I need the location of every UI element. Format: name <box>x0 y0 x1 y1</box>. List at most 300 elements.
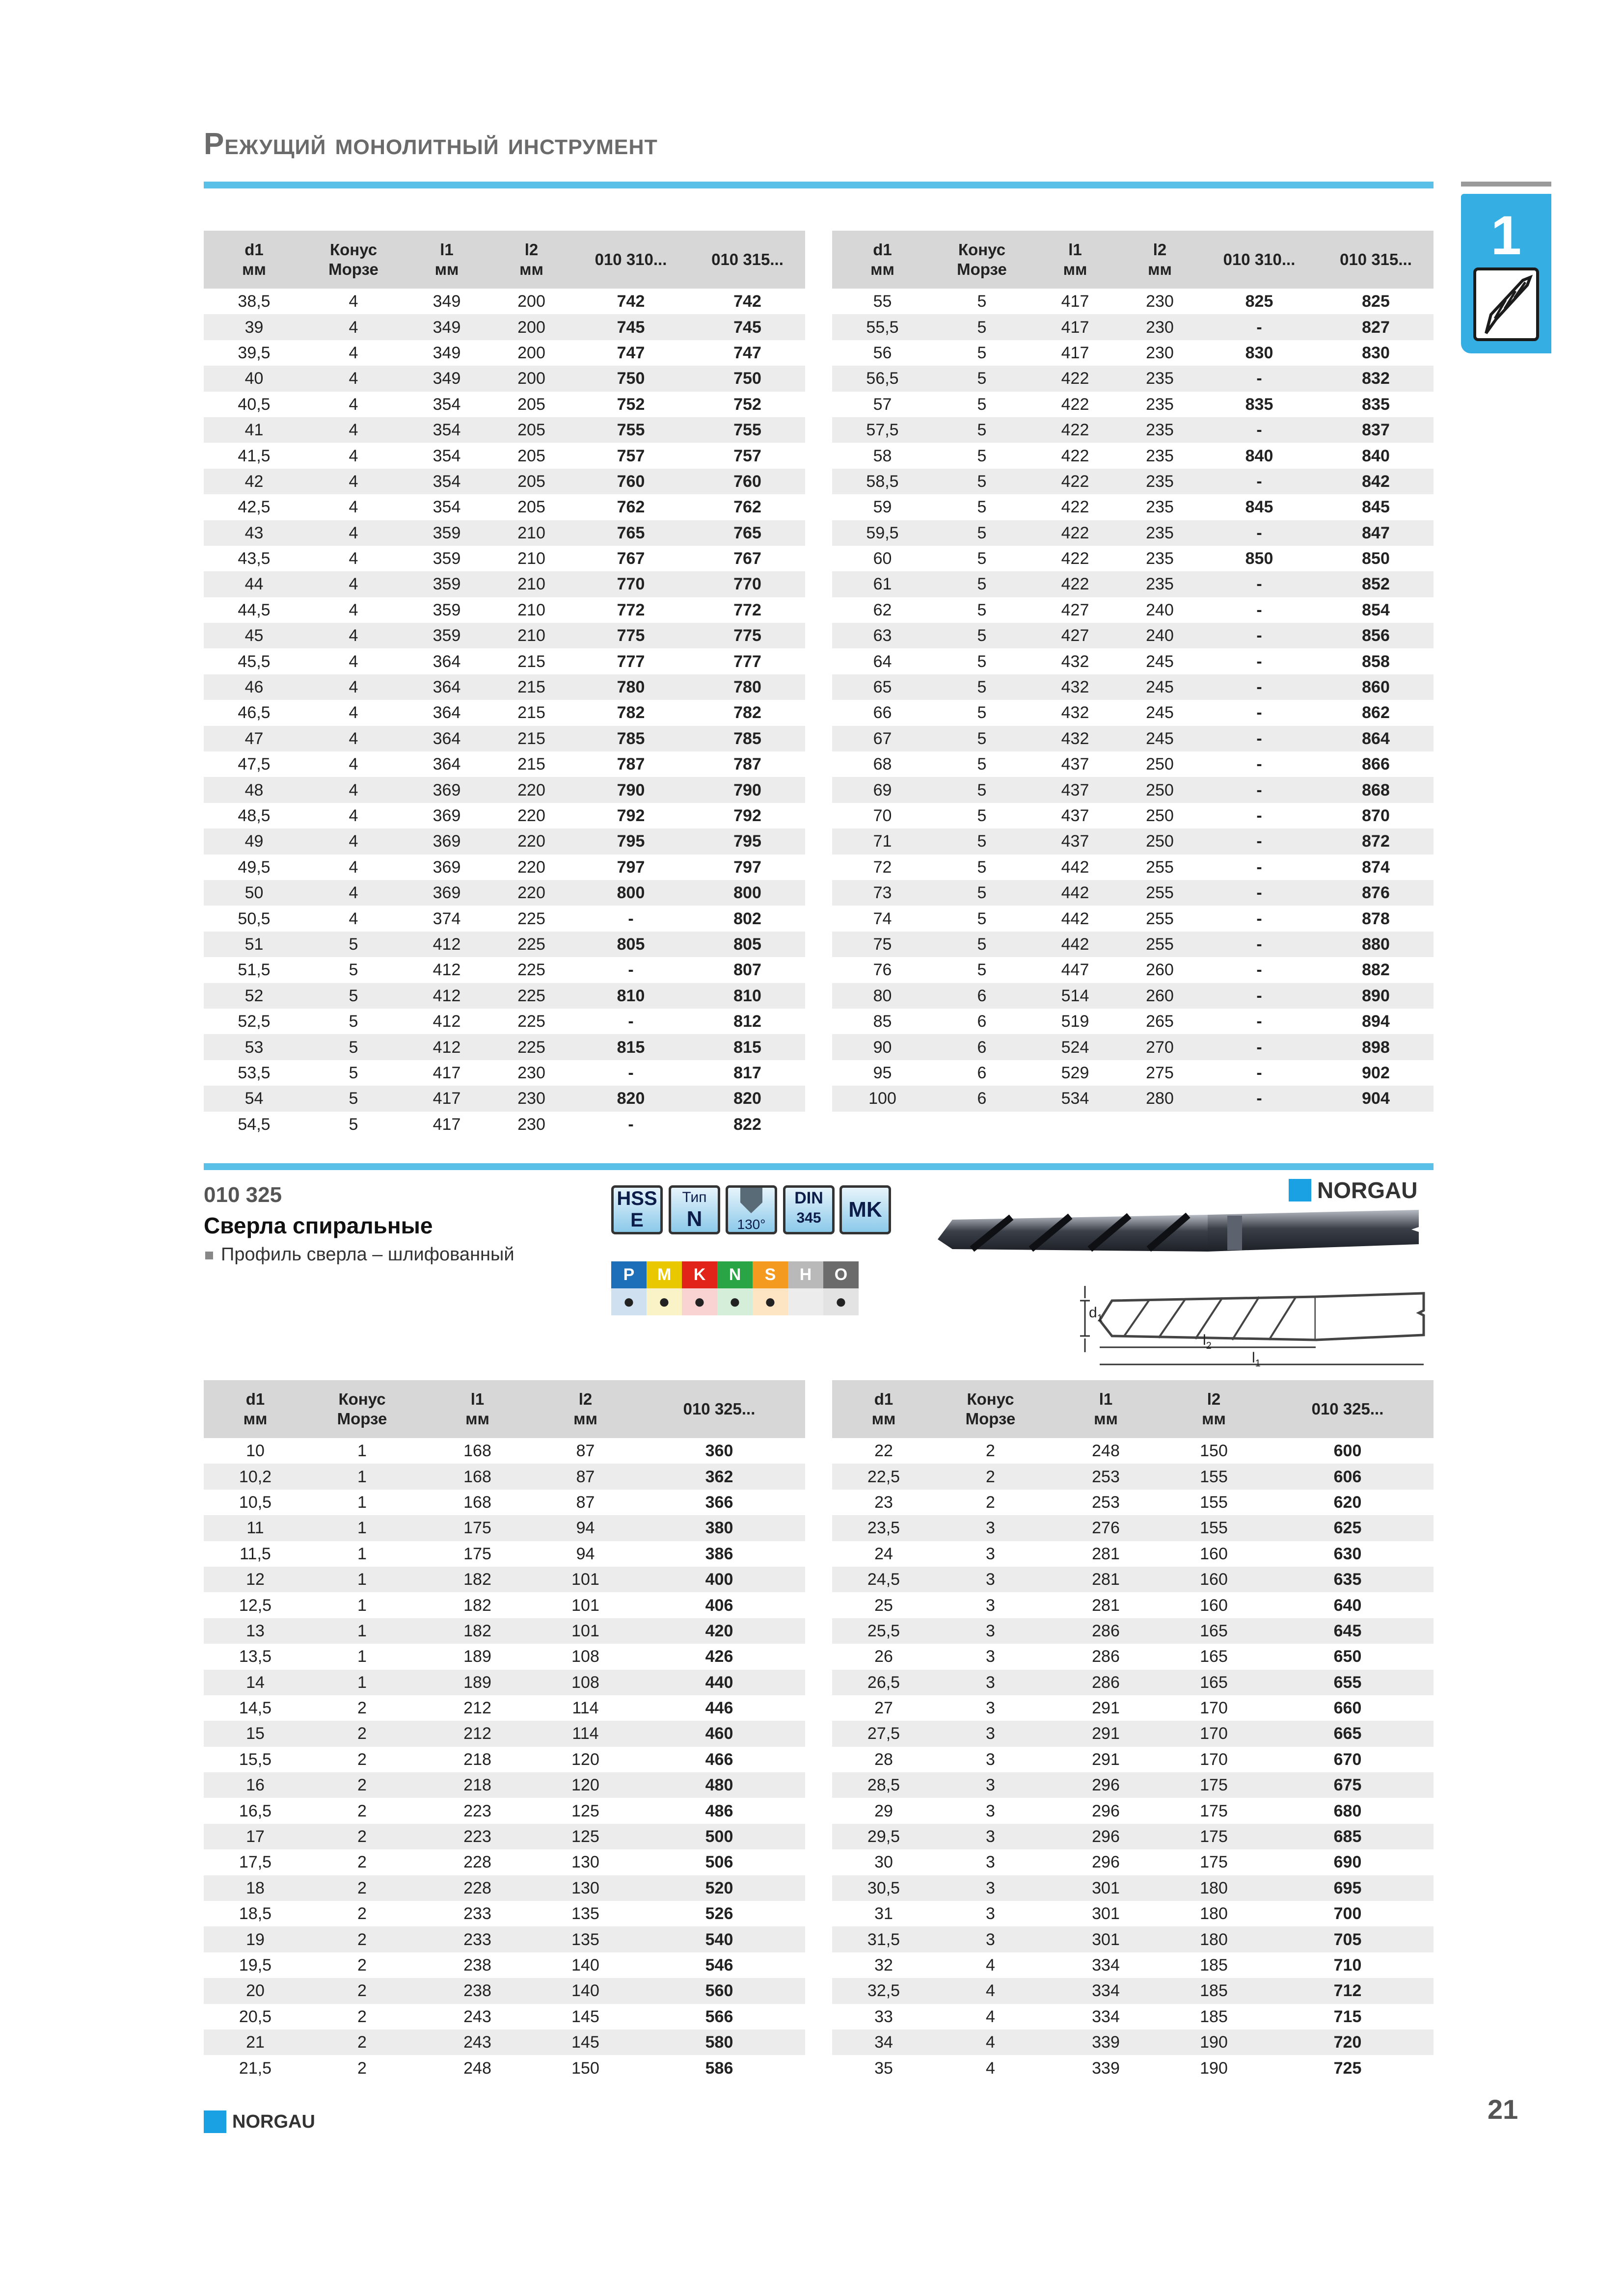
table-cell: 4 <box>349 909 358 928</box>
table-cell: 412 <box>433 1012 461 1031</box>
column-header-label: d1 <box>245 1390 265 1408</box>
column-header <box>304 231 403 289</box>
table-cell: 47,5 <box>238 755 270 774</box>
table-row <box>832 1798 1434 1823</box>
column-header-unit: мм <box>1063 260 1087 278</box>
table-cell: 815 <box>690 1034 805 1060</box>
table-cell: 218 <box>463 1750 491 1769</box>
table-cell: 5 <box>933 314 1031 340</box>
material-letter: M <box>647 1261 682 1288</box>
table-cell: 60 <box>873 549 892 568</box>
drill-dimension-drawing <box>1070 1266 1434 1374</box>
column-header-unit: мм <box>871 1410 896 1428</box>
table-cell: 790 <box>572 777 690 802</box>
table-row <box>832 340 1434 366</box>
table-row <box>832 1747 1434 1772</box>
table-cell: 5 <box>977 343 987 362</box>
table-header-row <box>204 231 805 289</box>
column-header <box>572 231 690 289</box>
table-row <box>204 1952 805 1978</box>
table-cell: 6 <box>933 983 1031 1009</box>
material-letter: K <box>682 1261 717 1288</box>
table-cell: 286 <box>1046 1618 1166 1644</box>
table-010310-right <box>832 231 1434 1112</box>
table-cell: 2 <box>357 1853 367 1872</box>
table-cell: 767 <box>617 549 645 568</box>
table-cell: 5 <box>977 549 987 568</box>
table-row <box>832 1618 1434 1644</box>
table-cell: 189 <box>417 1670 538 1695</box>
table-cell: 820 <box>690 1086 805 1111</box>
table-cell: 233 <box>463 1904 491 1923</box>
table-cell: 14,5 <box>239 1699 272 1718</box>
table-cell: 218 <box>417 1772 538 1798</box>
table-cell: 422 <box>1031 571 1119 597</box>
table-cell: 894 <box>1362 1012 1390 1031</box>
table-cell: 645 <box>1262 1618 1434 1644</box>
table-cell: 238 <box>417 1978 538 2003</box>
table-cell: 238 <box>463 1956 491 1975</box>
table-cell: 690 <box>1333 1853 1362 1872</box>
table-cell: 66 <box>873 703 892 722</box>
table-cell: 349 <box>433 343 461 362</box>
table-cell: 29,5 <box>832 1824 935 1849</box>
table-cell: 422 <box>1031 366 1119 391</box>
table-row <box>832 983 1434 1009</box>
table-cell: 250 <box>1119 828 1200 854</box>
table-row <box>832 2055 1434 2081</box>
table-cell: 810 <box>690 983 805 1009</box>
table-cell: 685 <box>1262 1824 1434 1849</box>
table-cell: 215 <box>517 755 545 774</box>
table-cell: 3 <box>935 1567 1046 1592</box>
table-cell: 250 <box>1146 806 1174 825</box>
table-cell: 255 <box>1119 880 1200 906</box>
table-cell: 5 <box>977 446 987 465</box>
table-cell: 4 <box>986 1956 995 1975</box>
table-cell: 832 <box>1318 366 1434 391</box>
table-cell: 4 <box>986 2007 995 2026</box>
point-angle-value: 130° <box>737 1217 766 1232</box>
table-cell: 4 <box>304 469 403 494</box>
footer-brand-name: NORGAU <box>232 2111 315 2132</box>
table-cell: 62 <box>873 600 892 619</box>
table-cell: 33 <box>874 2007 893 2026</box>
table-cell: 792 <box>733 806 761 825</box>
drill-point-icon <box>728 1188 775 1217</box>
table-cell: 3 <box>935 1670 1046 1695</box>
table-cell: 145 <box>538 2029 633 2055</box>
table-row <box>204 1824 805 1849</box>
table-cell: 71 <box>832 828 933 854</box>
table-cell: 130 <box>538 1875 633 1901</box>
table-cell: 5 <box>349 1012 358 1031</box>
table-cell: 230 <box>1146 343 1174 362</box>
table-cell: 6 <box>977 1012 987 1031</box>
table-cell: 205 <box>517 498 545 517</box>
table-row <box>204 469 805 494</box>
table-cell: 155 <box>1200 1493 1228 1512</box>
table-cell: 5 <box>977 292 987 311</box>
table-cell: 230 <box>491 1086 572 1111</box>
table-cell: 42,5 <box>238 498 270 517</box>
table-cell: 210 <box>517 549 545 568</box>
mk-label: MK <box>848 1198 882 1222</box>
table-cell: 856 <box>1318 623 1434 648</box>
table-cell: 41,5 <box>238 446 270 465</box>
table-cell: 805 <box>572 932 690 957</box>
table-header-row <box>204 1380 805 1438</box>
table-cell: 27,5 <box>832 1721 935 1746</box>
table-cell: 5 <box>933 417 1031 443</box>
table-cell: 95 <box>873 1063 892 1082</box>
table-cell: 189 <box>463 1647 491 1666</box>
table-cell: 225 <box>491 932 572 957</box>
column-header <box>403 231 491 289</box>
table-row <box>832 674 1434 700</box>
table-010310-left <box>204 231 805 1137</box>
table-cell: 506 <box>705 1853 733 1872</box>
table-row <box>204 1009 805 1034</box>
table-row <box>204 366 805 391</box>
table-cell: 366 <box>705 1493 733 1512</box>
table-cell: 762 <box>733 498 761 517</box>
table-cell: 65 <box>832 674 933 700</box>
table-row <box>204 1464 805 1489</box>
table-cell: 54,5 <box>238 1115 270 1134</box>
brand-square-icon <box>1289 1179 1311 1201</box>
table-cell: 10,2 <box>204 1464 307 1489</box>
column-header <box>1200 231 1318 289</box>
table-row <box>204 1849 805 1875</box>
table-row <box>204 1670 805 1695</box>
table-cell: 787 <box>733 755 761 774</box>
table-cell: 2 <box>307 1772 417 1798</box>
table-cell: 442 <box>1061 909 1089 928</box>
point-angle-badge <box>726 1185 777 1234</box>
table-cell: 18 <box>204 1875 307 1901</box>
table-row <box>204 1798 805 1823</box>
table-cell: 417 <box>403 1086 491 1111</box>
table-cell: 235 <box>1146 395 1174 414</box>
table-cell: 4 <box>349 343 358 362</box>
page-title: Режущий монолитный инструмент <box>204 127 658 161</box>
table-cell: 422 <box>1061 498 1089 517</box>
table-row <box>832 880 1434 906</box>
table-cell: 765 <box>572 520 690 546</box>
chapter-tab[interactable] <box>1461 194 1551 353</box>
table-row <box>204 1438 805 1464</box>
table-cell: 73 <box>832 880 933 906</box>
table-cell: 3 <box>986 1647 995 1666</box>
table-cell: 630 <box>1333 1544 1362 1563</box>
table-cell: 4 <box>349 292 358 311</box>
table-cell: 437 <box>1031 828 1119 854</box>
table-cell: 15,5 <box>239 1750 272 1769</box>
table-cell: 4 <box>304 417 403 443</box>
table-cell: 835 <box>1245 395 1273 414</box>
table-cell: 675 <box>1262 1772 1434 1798</box>
table-cell: 25 <box>874 1596 893 1615</box>
table-cell: 3 <box>935 1772 1046 1798</box>
material-group-h <box>788 1261 823 1315</box>
table-cell: 4 <box>349 755 358 774</box>
table-cell: 13 <box>204 1618 307 1644</box>
table-row <box>204 1721 805 1746</box>
table-cell: 777 <box>617 652 645 671</box>
table-cell: 55,5 <box>832 314 933 340</box>
table-row <box>204 417 805 443</box>
table-row <box>832 443 1434 468</box>
column-header-label: 010 315... <box>711 250 784 268</box>
table-cell: 87 <box>538 1464 633 1489</box>
table-cell: 225 <box>491 1034 572 1060</box>
table-row <box>832 1060 1434 1086</box>
table-010325-right <box>832 1380 1434 2081</box>
table-cell: 422 <box>1061 549 1089 568</box>
material-group-p <box>611 1261 647 1315</box>
table-cell: 747 <box>617 343 645 362</box>
table-row <box>832 1515 1434 1541</box>
table-cell: 422 <box>1031 469 1119 494</box>
table-cell: 160 <box>1200 1596 1228 1615</box>
dimension-l2-label: $l_2$ <box>1203 1332 1212 1351</box>
table-cell: 20,5 <box>239 2007 272 2026</box>
table-cell: 3 <box>986 1904 995 1923</box>
table-cell: 700 <box>1333 1904 1362 1923</box>
column-header <box>204 1380 307 1438</box>
table-cell: 842 <box>1318 469 1434 494</box>
table-cell: 334 <box>1092 2007 1120 2026</box>
table-cell: 705 <box>1262 1926 1434 1952</box>
table-cell: 125 <box>538 1824 633 1849</box>
table-cell: 165 <box>1200 1647 1228 1666</box>
table-cell: 49 <box>204 828 304 854</box>
table-cell: 27 <box>874 1699 893 1718</box>
table-cell: - <box>1256 961 1262 980</box>
table-cell: 235 <box>1119 469 1200 494</box>
table-cell: 51 <box>204 932 304 957</box>
table-cell: 874 <box>1362 857 1390 877</box>
table-cell: - <box>1200 777 1318 802</box>
table-cell: 872 <box>1318 828 1434 854</box>
table-cell: 432 <box>1031 674 1119 700</box>
table-row <box>832 392 1434 417</box>
column-header-label: l2 <box>524 240 539 259</box>
table-row <box>204 1034 805 1060</box>
table-cell: 400 <box>633 1567 805 1592</box>
material-group-k <box>682 1261 717 1315</box>
table-cell: 3 <box>986 1801 995 1820</box>
suitability-dot-icon: ● <box>611 1288 647 1315</box>
table-cell: 665 <box>1262 1721 1434 1746</box>
suitability-dot-icon: ● <box>753 1288 788 1315</box>
table-cell: 600 <box>1333 1442 1362 1461</box>
table-cell: 182 <box>417 1618 538 1644</box>
table-row <box>832 1034 1434 1060</box>
table-cell: 160 <box>1166 1567 1262 1592</box>
table-cell: 807 <box>733 961 761 980</box>
table-cell: 442 <box>1031 932 1119 957</box>
table-cell: 5 <box>933 571 1031 597</box>
table-row <box>204 520 805 546</box>
table-cell: 2 <box>357 1750 367 1769</box>
product-title: Сверла спиральные <box>204 1213 433 1238</box>
type-value: N <box>686 1207 703 1231</box>
table-cell: 797 <box>733 857 761 877</box>
table-cell: 125 <box>571 1801 599 1820</box>
table-row <box>832 2029 1434 2055</box>
table-cell: 2 <box>986 1493 995 1512</box>
table-cell: 170 <box>1200 1699 1228 1718</box>
table-cell: 205 <box>491 417 572 443</box>
table-cell: - <box>1200 520 1318 546</box>
table-cell: 215 <box>517 703 545 722</box>
column-header <box>538 1380 633 1438</box>
table-row <box>204 314 805 340</box>
table-cell: 44,5 <box>238 600 270 619</box>
table-cell: 1 <box>307 1515 417 1541</box>
table-cell: 757 <box>733 446 761 465</box>
table-row <box>832 417 1434 443</box>
table-cell: 359 <box>433 600 461 619</box>
table-cell: 235 <box>1119 366 1200 391</box>
table-cell: 230 <box>1146 292 1174 311</box>
table-cell: 752 <box>733 395 761 414</box>
table-cell: 422 <box>1031 520 1119 546</box>
header-rule <box>204 182 1434 188</box>
table-cell: 4 <box>349 652 358 671</box>
table-cell: 90 <box>832 1034 933 1060</box>
table-row <box>832 726 1434 751</box>
table-cell: - <box>628 1115 634 1134</box>
table-cell: 41 <box>204 417 304 443</box>
table-cell: 20 <box>204 1978 307 2003</box>
table-cell: 5 <box>349 1063 358 1082</box>
column-header <box>935 1380 1046 1438</box>
table-row <box>832 1464 1434 1489</box>
table-cell: 200 <box>517 292 545 311</box>
table-cell: 225 <box>517 1012 545 1031</box>
table-cell: 3 <box>935 1824 1046 1849</box>
table-cell: 49,5 <box>238 857 270 877</box>
table-cell: - <box>1256 1012 1262 1031</box>
table-cell: 1 <box>307 1670 417 1695</box>
table-cell: 1 <box>357 1647 367 1666</box>
table-cell: 215 <box>491 674 572 700</box>
table-cell: 48 <box>204 777 304 802</box>
column-header-label: Конус <box>967 1390 1014 1408</box>
table-cell: 275 <box>1146 1063 1174 1082</box>
column-header <box>1166 1380 1262 1438</box>
brand-logo <box>1289 1177 1417 1203</box>
material-letter: H <box>788 1261 823 1288</box>
table-cell: 235 <box>1119 520 1200 546</box>
table-cell: 417 <box>1061 343 1089 362</box>
table-cell: 43 <box>204 520 304 546</box>
table-cell: 777 <box>733 652 761 671</box>
table-cell: 228 <box>417 1875 538 1901</box>
table-cell: 432 <box>1031 726 1119 751</box>
table-cell: 810 <box>572 983 690 1009</box>
table-cell: 785 <box>572 726 690 751</box>
table-cell: - <box>1256 652 1262 671</box>
table-cell: 1 <box>357 1442 367 1461</box>
table-cell: 28 <box>874 1750 893 1769</box>
table-cell: 276 <box>1046 1515 1166 1541</box>
column-header-label: 010 325... <box>1311 1400 1384 1418</box>
table-row <box>832 932 1434 957</box>
table-row <box>832 777 1434 802</box>
table-cell: 253 <box>1046 1464 1166 1489</box>
table-cell: 359 <box>403 571 491 597</box>
table-cell: 437 <box>1061 806 1089 825</box>
table-cell: 3 <box>935 1618 1046 1644</box>
table-cell: 745 <box>572 314 690 340</box>
table-cell: 795 <box>690 828 805 854</box>
table-cell: 466 <box>705 1750 733 1769</box>
table-cell: 248 <box>463 2058 491 2078</box>
table-cell: 655 <box>1262 1670 1434 1695</box>
table-cell: 3 <box>986 1596 995 1615</box>
column-header-label: l2 <box>578 1390 593 1408</box>
table-cell: 864 <box>1318 726 1434 751</box>
table-cell: 420 <box>633 1618 805 1644</box>
table-row <box>204 1086 805 1111</box>
table-row <box>204 2004 805 2029</box>
table-row <box>204 494 805 520</box>
table-row <box>832 648 1434 674</box>
table-cell: 785 <box>690 726 805 751</box>
table-cell: - <box>628 961 634 980</box>
table-cell: 417 <box>1031 314 1119 340</box>
table-cell: 286 <box>1092 1647 1120 1666</box>
table-cell: 5 <box>977 857 987 877</box>
table-cell: 5 <box>933 623 1031 648</box>
table-cell: 245 <box>1146 703 1174 722</box>
table-cell: - <box>1200 417 1318 443</box>
table-cell: 21 <box>204 2029 307 2055</box>
table-cell: 2 <box>307 1978 417 2003</box>
table-cell: 46,5 <box>238 703 270 722</box>
table-row <box>204 289 805 314</box>
table-cell: 2 <box>357 2058 367 2078</box>
table-row <box>832 1978 1434 2003</box>
page-number: 21 <box>1488 2094 1518 2125</box>
table-row <box>204 674 805 700</box>
table-cell: 580 <box>633 2029 805 2055</box>
column-header-label: d1 <box>873 240 892 259</box>
material-letter: P <box>611 1261 647 1288</box>
mk-badge <box>839 1185 891 1234</box>
table-cell: 23 <box>874 1493 893 1512</box>
table-cell: 710 <box>1333 1956 1362 1975</box>
table-cell: 45 <box>204 623 304 648</box>
column-header-unit: Морзе <box>328 260 379 278</box>
table-cell: 44 <box>204 571 304 597</box>
table-cell: 210 <box>491 520 572 546</box>
table-cell: 76 <box>873 961 892 980</box>
table-cell: 21,5 <box>239 2058 272 2078</box>
table-row <box>832 1901 1434 1926</box>
column-header <box>1262 1380 1434 1438</box>
table-cell: 795 <box>572 828 690 854</box>
table-cell: 767 <box>733 549 761 568</box>
table-row <box>204 751 805 777</box>
table-cell: 4 <box>304 880 403 906</box>
table-cell: 87 <box>576 1493 595 1512</box>
table-cell: 782 <box>617 703 645 722</box>
